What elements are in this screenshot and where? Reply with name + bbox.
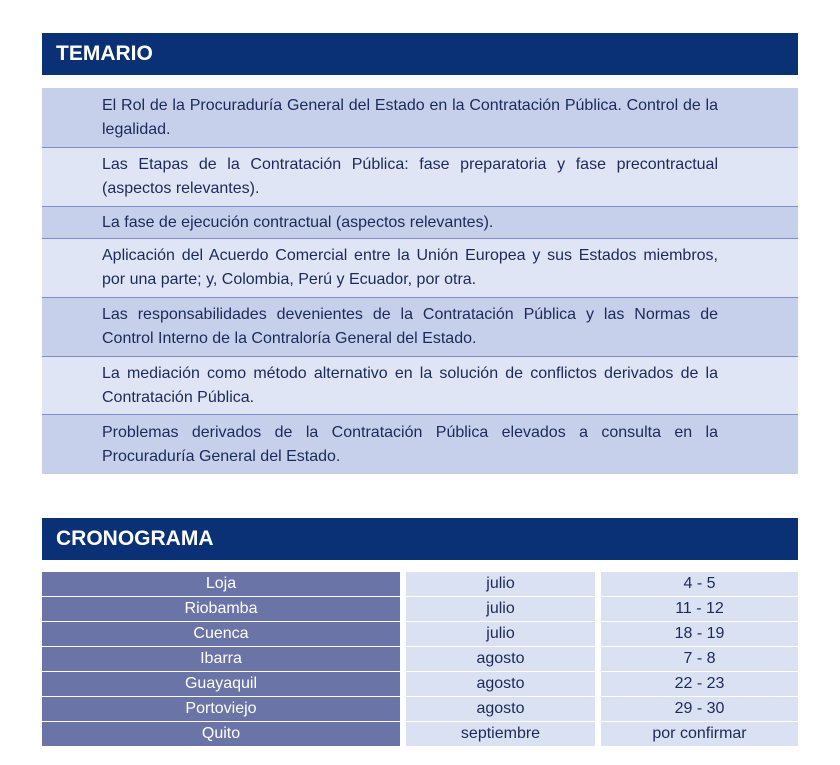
month-cell: julio [406,597,595,621]
list-item: El Rol de la Procuraduría General del Estado en la Contratación Pública. Control de la legalidad. [42,88,798,148]
table-row [42,697,798,721]
schedule-table [42,572,798,747]
days-cell: 7 - 8 [601,647,798,671]
table-row [42,597,798,621]
month-cell: agosto [406,647,595,671]
temario-header [42,33,798,75]
month-cell: julio [406,622,595,646]
list-item: Las responsabilidades devenientes de la Contratación Pública y las Normas de Control Interno de la Contraloría General del Estado. [42,298,798,357]
city-cell: Cuenca [42,622,400,646]
list-item: La fase de ejecución contractual (aspectos relevantes). [42,207,798,239]
city-cell: Riobamba [42,597,400,621]
days-cell: 29 - 30 [601,697,798,721]
month-cell: agosto [406,697,595,721]
days-cell: por confirmar [601,722,798,746]
table-row [42,672,798,696]
table-row [42,647,798,671]
cronograma-header [42,518,798,560]
city-cell: Quito [42,722,400,746]
temario-title: TEMARIO [56,42,153,65]
table-row [42,572,798,596]
month-cell: agosto [406,672,595,696]
cronograma-title: CRONOGRAMA [56,527,214,550]
days-cell: 11 - 12 [601,597,798,621]
list-item: Aplicación del Acuerdo Comercial entre la Unión Europea y sus Estados miembros, por una parte; y, Colombia, Perú y Ecuador, por otra. [42,239,798,298]
list-item: Problemas derivados de la Contratación Pública elevados a consulta en la Procuraduría General del Estado. [42,415,798,474]
month-cell: septiembre [406,722,595,746]
city-cell: Guayaquil [42,672,400,696]
temario-list [42,88,798,474]
month-cell: julio [406,572,595,596]
table-row [42,622,798,646]
city-cell: Portoviejo [42,697,400,721]
city-cell: Loja [42,572,400,596]
days-cell: 22 - 23 [601,672,798,696]
city-cell: Ibarra [42,647,400,671]
days-cell: 18 - 19 [601,622,798,646]
list-item: Las Etapas de la Contratación Pública: fase preparatoria y fase precontractual (aspectos relevantes). [42,148,798,207]
days-cell: 4 - 5 [601,572,798,596]
list-item: La mediación como método alternativo en la solución de conflictos derivados de la Contratación Pública. [42,357,798,415]
table-row [42,722,798,746]
